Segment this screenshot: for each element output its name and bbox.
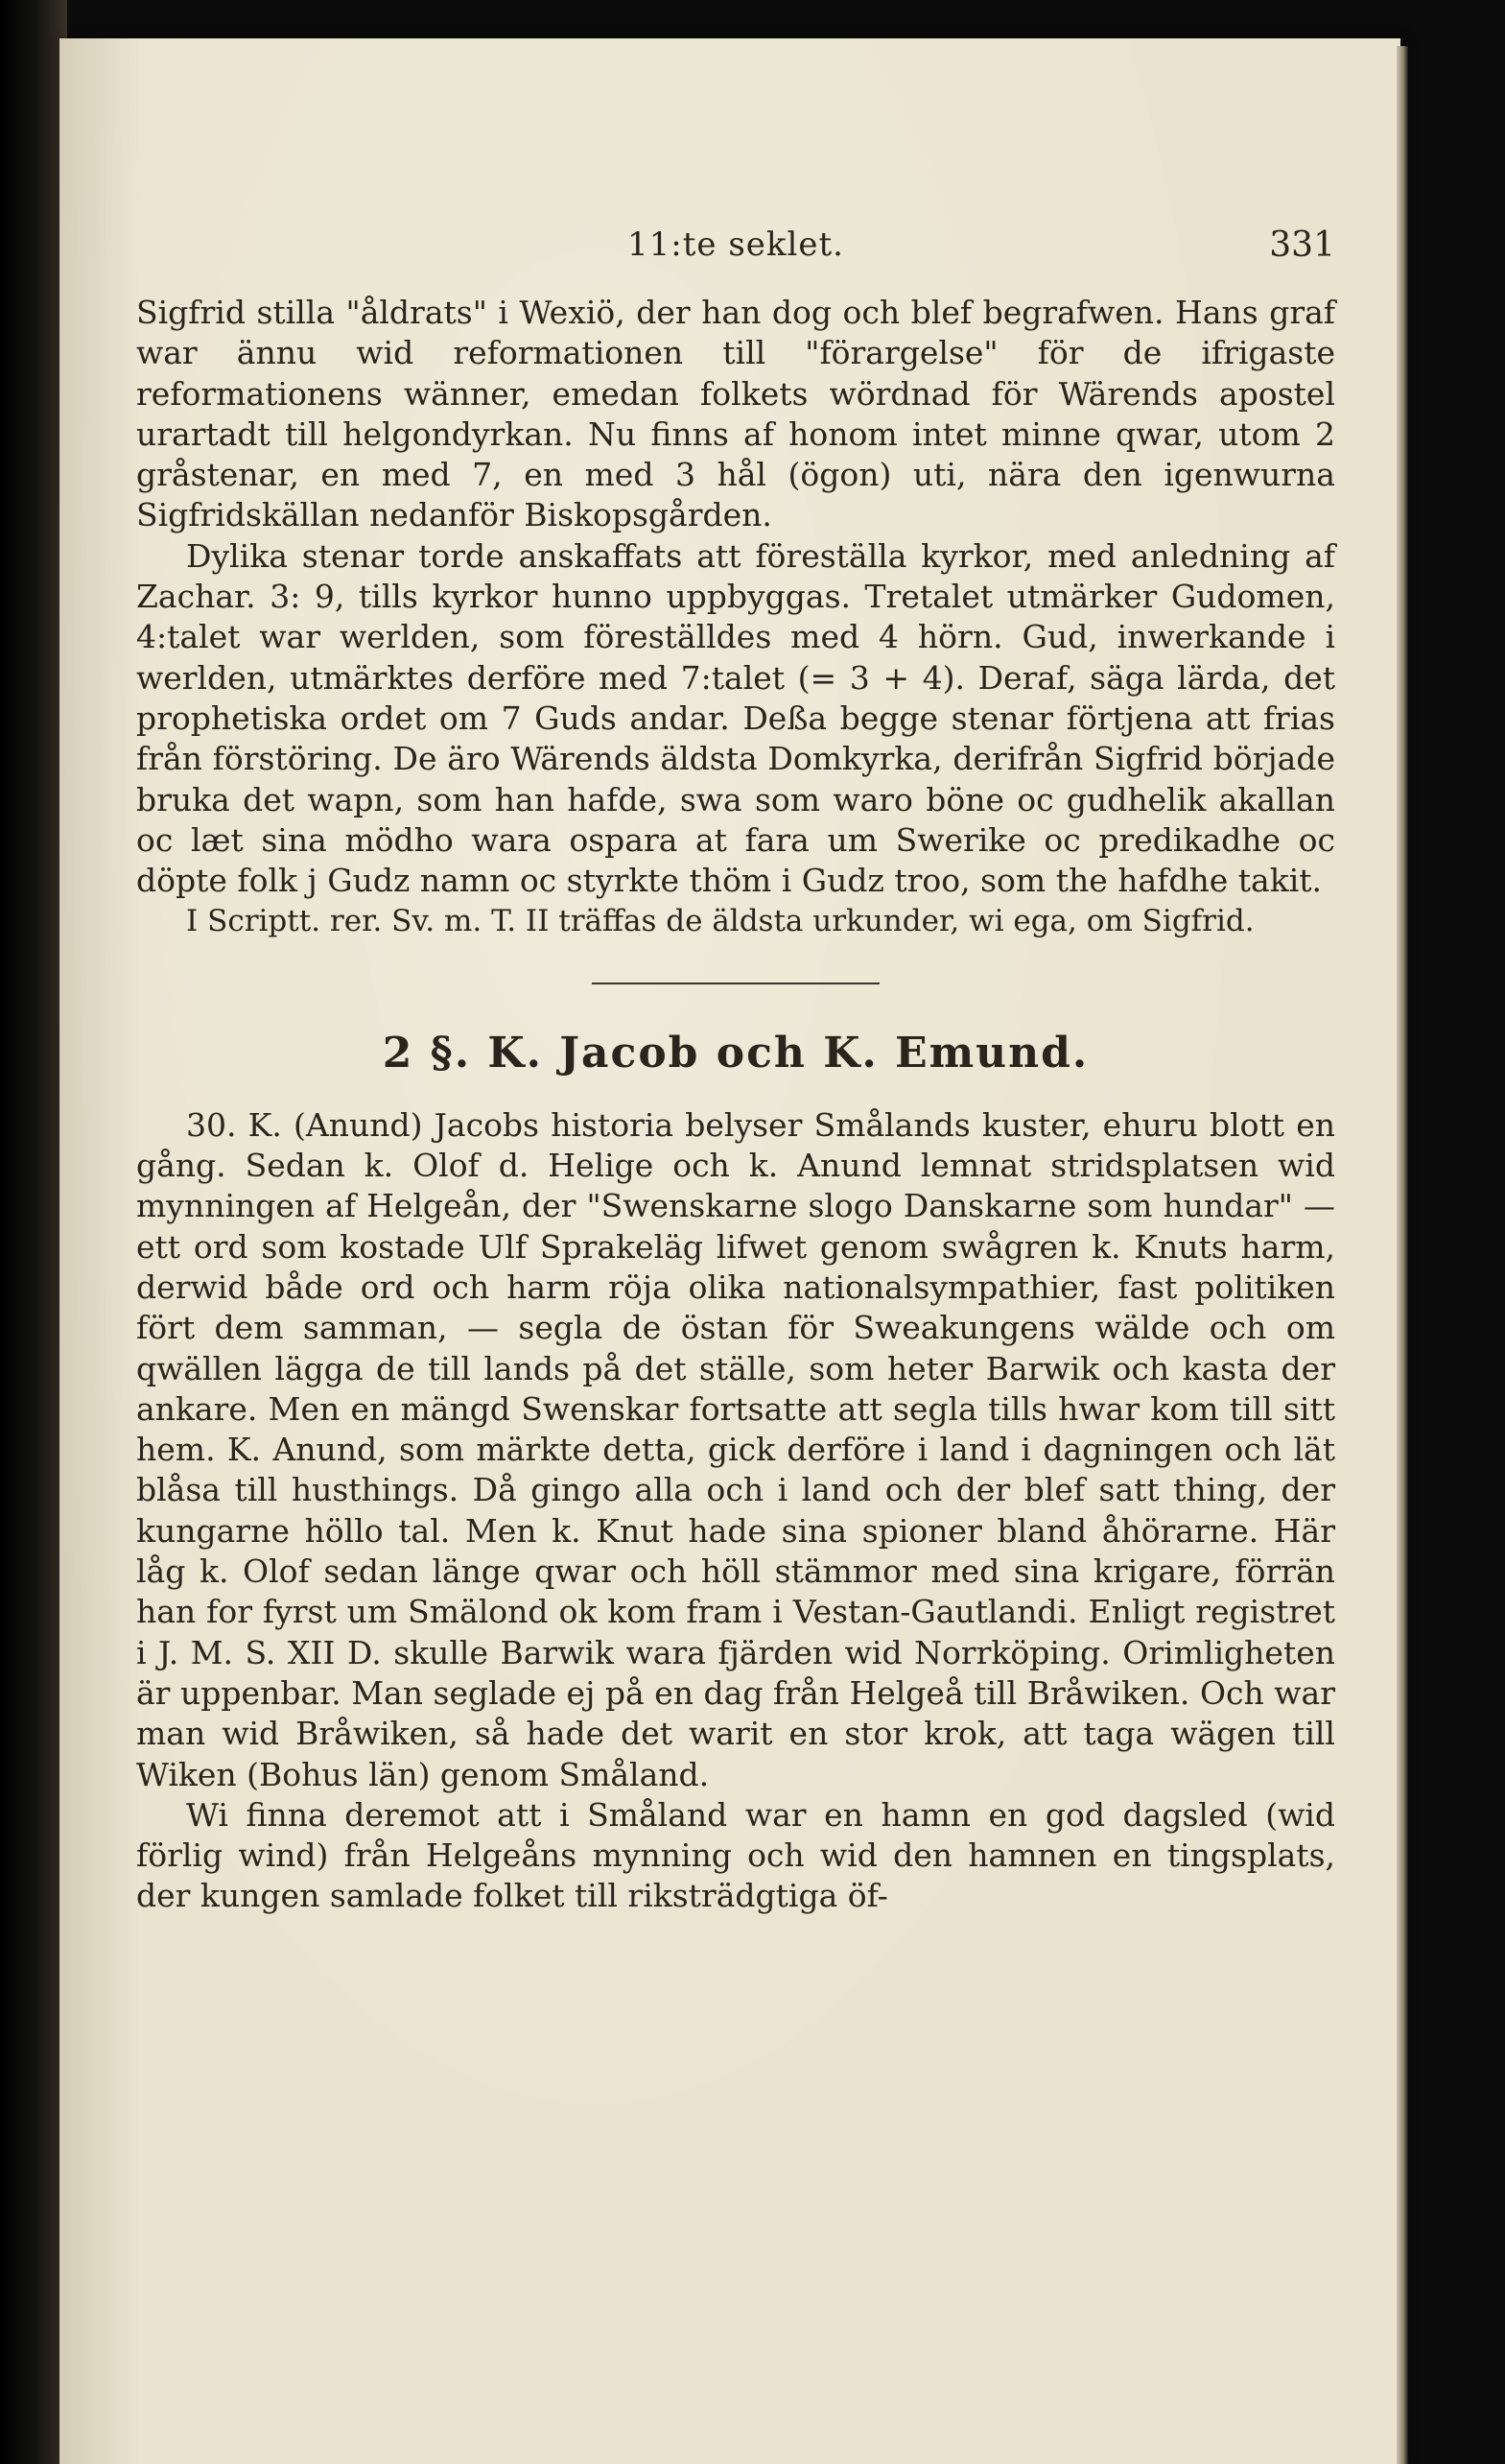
page-header (136, 225, 1335, 293)
section-heading: 2 §. K. Jacob och K. Emund. (382, 1028, 1090, 1078)
book-page (59, 38, 1400, 2464)
page-content (136, 225, 1335, 1917)
running-head: 11:te seklet. (627, 225, 844, 264)
page-number: 331 (1269, 225, 1335, 265)
paragraph-anund-jacob: 30. K. (Anund) Jacobs historia belyser Smålands kuster, ehuru blott en gång. Sedan k. Olof d. Helige och k. Anund lemnat stridsplatsen wid mynningen af Helgeån, der "Swenskarne slogo Danskarne som hundar" — ett ord som kostade Ulf Sprakeläg lifwet genom swågren k. Knuts harm, derwid både ord och harm röja olika nationalsympathier, fast politiken fört dem samman, — segla de östan för Sweakungens wälde och om qwällen lägga de till lands på det ställe, som heter Barwik och kasta der ankare. Men en mängd Swenskar fortsatte att segla tills hwar kom till sitt hem. K. Anund, som märkte detta, gick derföre i land i dagningen och lät blåsa till husthings. Då gingo alla och i land och der blef satt thing, der kungarne höllo tal. Men k. Knut hade sina spioner bland åhörarne. Här låg k. Olof sedan länge qwar och höll stämmor med sina krigare, förrän han for fyrst um Smälond ok kom fram i Vestan-Gautlandi. Enligt registret i J. M. S. XII D. skulle Barwik wara fjärden wid Norrköping. Orimligheten är uppenbar. Man seglade ej på en dag från Helgeå till Bråwiken. Och war man wid Bråwiken, så hade det warit en stor krok, att taga wägen till Wiken (Bohus län) genom Småland. (136, 1105, 1335, 1793)
page-edge (1397, 46, 1408, 2464)
book-spine-shadow (0, 0, 67, 2464)
section-divider (592, 983, 880, 984)
paragraph-sigfrid-grave: Sigfrid stilla "åldrats" i Wexiö, der han dog och blef begrafwen. Hans graf war ännu wid reformationen till "förargelse" för de ifrigaste reformationens wänner, emedan folkets wördnad för Wärends apostel urartadt till helgondyrkan. Nu finns af honom intet minne qwar, utom 2 gråstenar, en med 7, en med 3 hål (ögon) uti, nära den igenwurna Sigfridskällan nedanför Biskopsgården. (136, 294, 1335, 534)
paragraph-stones: Dylika stenar torde anskaffats att föreställa kyrkor, med anledning af Zachar. 3: 9, tills kyrkor hunno uppbyggas. Tretalet utmärker Gudomen, 4:talet war werlden, som föreställdes med 4 hörn. Gud, inwerkande i werlden, utmärktes derföre med 7:talet (= 3 + 4). Deraf, säga lärda, det prophetiska ordet om 7 Guds andar. Deßa begge stenar förtjena att frias från förstöring. De äro Wärends äldsta Domkyrka, derifrån Sigfrid började bruka det wapn, som han hafde, swa som waro böne oc gudhelik akallan oc læt sina mödho wara ospara at fara um Swerike oc predikadhe oc döpte folk j Gudz namn oc styrkte thöm i Gudz troo, som the hafdhe takit. (136, 536, 1335, 900)
paragraph-harbour: Wi finna deremot att i Småland war en hamn en god dagsled (wid förlig wind) från Helgeåns mynning och wid den hamnen en tingsplats, der kungen samlade folket till riksträdgtiga öf- (136, 1795, 1335, 1915)
paragraph-sources: I Scriptt. rer. Sv. m. T. II träffas de äldsta urkunder, wi ega, om Sigfrid. (186, 904, 1255, 939)
